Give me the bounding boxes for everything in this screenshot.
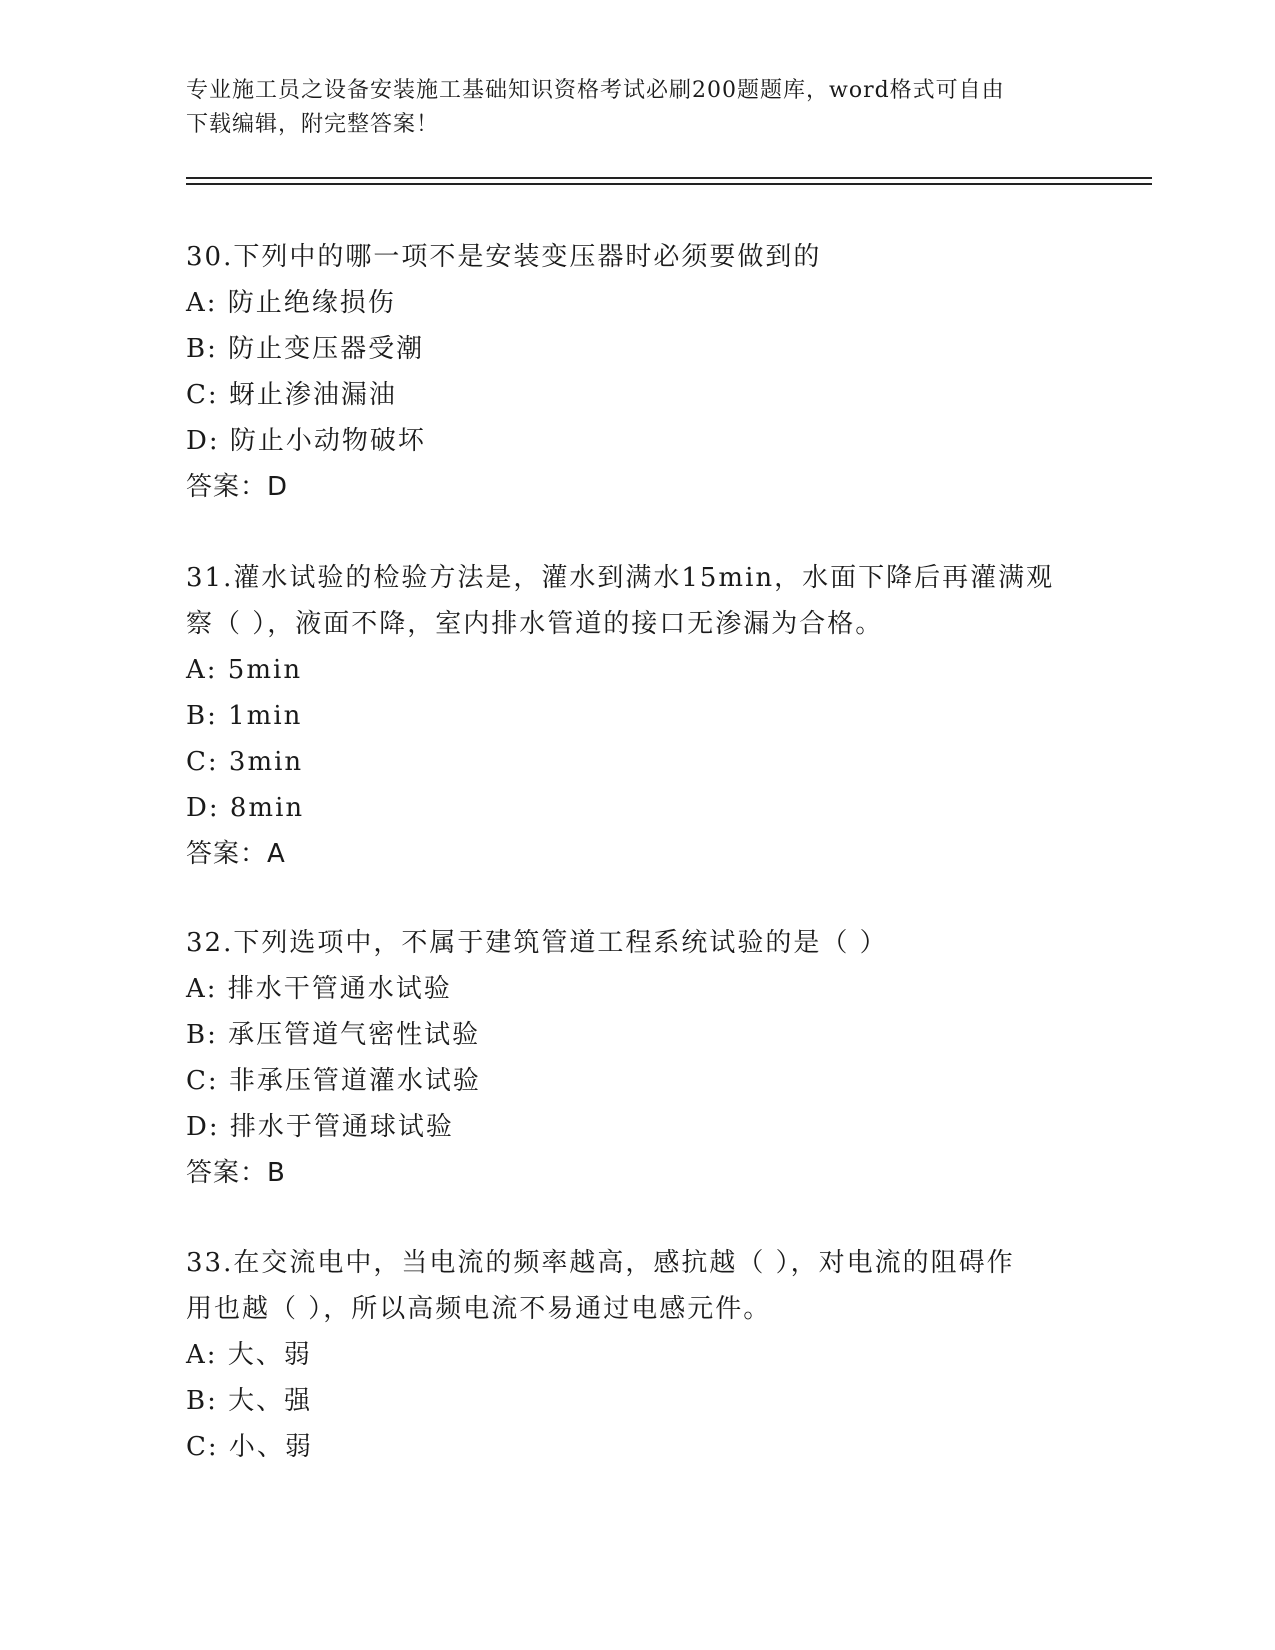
answer-line: 答案：B (186, 1158, 286, 1188)
option-c: C: 蚜止渗油漏油 (186, 380, 397, 410)
option-b: B: 1min (186, 701, 303, 731)
answer-line: 答案：A (186, 839, 286, 869)
option-a: A: 排水干管通水试验 (186, 974, 452, 1004)
header-line-1: 专业施工员之设备安装施工基础知识资格考试必刷200题题库，word格式可自由 (186, 78, 1005, 103)
question-stem-line-1: 33.在交流电中，当电流的频率越高，感抗越（ ），对电流的阻碍作 (186, 1248, 1015, 1278)
question-31 (186, 555, 1066, 877)
option-d: D: 8min (186, 793, 305, 823)
option-c: C: 非承压管道灌水试验 (186, 1066, 481, 1096)
option-a: A: 防止绝缘损伤 (186, 288, 396, 318)
question-stem: 32.下列选项中，不属于建筑管道工程系统试验的是（ ） (186, 928, 888, 958)
question-30 (186, 234, 1066, 510)
question-stem-line-2: 用也越（ ），所以高频电流不易通过电感元件。 (186, 1294, 772, 1324)
header-line-2: 下载编辑，附完整答案！ (186, 112, 440, 137)
question-stem: 30.下列中的哪一项不是安装变压器时必须要做到的 (186, 242, 822, 272)
option-b: B: 防止变压器受潮 (186, 334, 425, 364)
option-d: D: 排水于管通球试验 (186, 1112, 454, 1142)
option-c: C: 3min (186, 747, 304, 777)
option-a: A: 5min (186, 655, 303, 685)
question-stem-line-2: 察（ ），液面不降，室内排水管道的接口无渗漏为合格。 (186, 609, 884, 639)
option-a: A: 大、弱 (186, 1340, 312, 1370)
option-c: C: 小、弱 (186, 1432, 313, 1462)
option-d: D: 防止小动物破坏 (186, 426, 426, 456)
header-divider-bottom (186, 183, 1152, 185)
question-stem-line-1: 31.灌水试验的检验方法是，灌水到满水15min，水面下降后再灌满观 (186, 563, 1055, 593)
option-b: B: 大、强 (186, 1386, 313, 1416)
option-b: B: 承压管道气密性试验 (186, 1020, 481, 1050)
header-divider-top (186, 177, 1152, 179)
document-header (186, 74, 1066, 142)
question-32 (186, 920, 1066, 1196)
answer-line: 答案：D (186, 472, 289, 502)
question-33 (186, 1240, 1066, 1470)
